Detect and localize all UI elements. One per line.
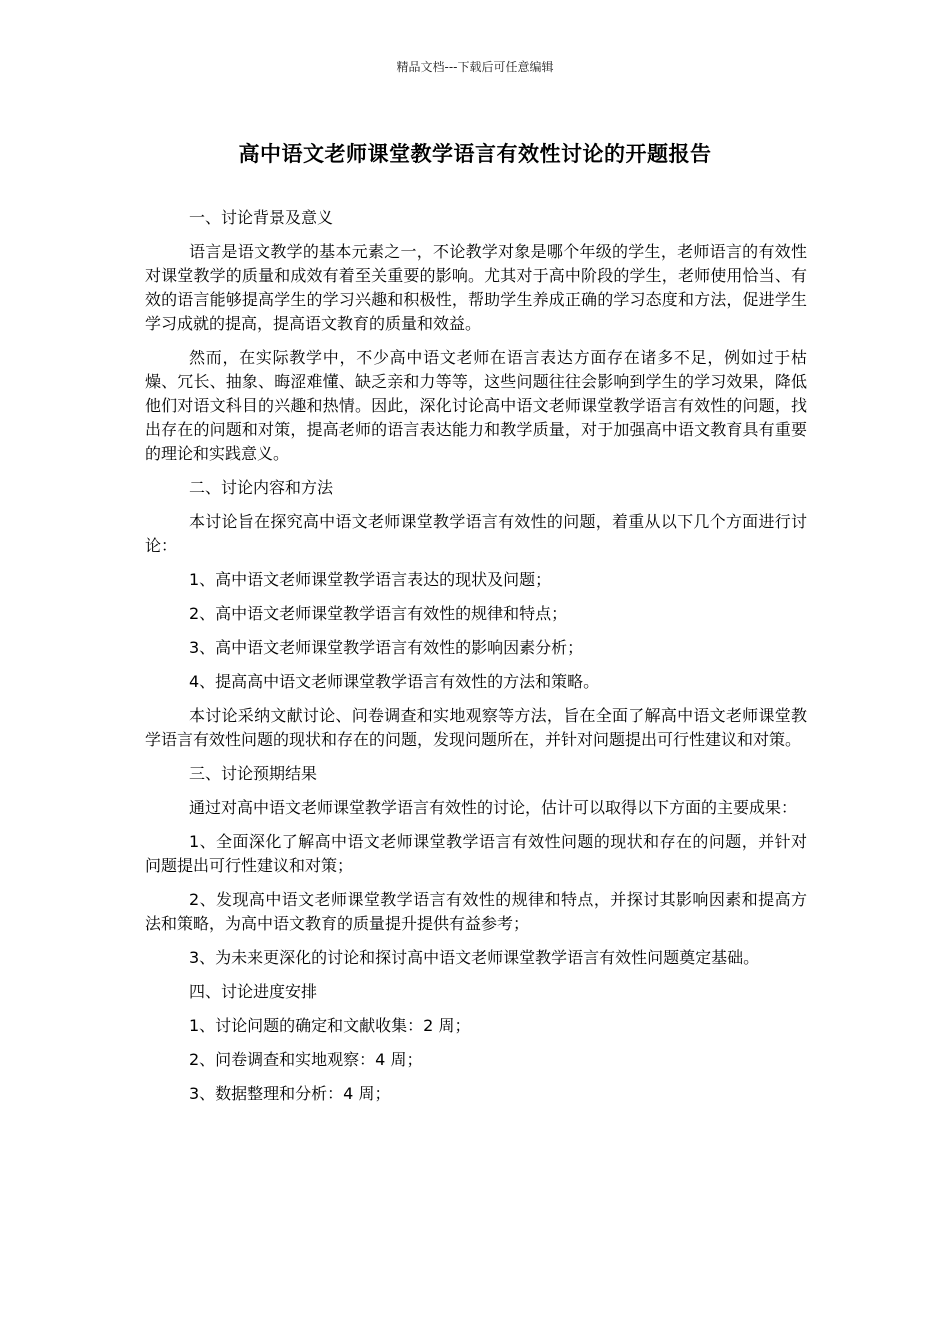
- list-item: 3、为未来更深化的讨论和探讨高中语文老师课堂教学语言有效性问题奠定基础。: [189, 948, 760, 967]
- section-4-heading: 四、讨论进度安排: [189, 982, 318, 1001]
- section-1-paragraph-1: 语言是语文教学的基本元素之一，不论教学对象是哪个年级的学生，老师语言的有效性对课堂教学的质量和成效有着至关重要的影响。尤其对于高中阶段的学生，老师使用恰当、有效的语言能够提高学生的学习兴趣和积极性，帮助学生养成正确的学习态度和方法，促进学生学习成就的提高，提高语文教育的质量和效益。: [145, 242, 807, 333]
- list-item: 2、发现高中语文老师课堂教学语言有效性的规律和特点，并探讨其影响因素和提高方法和策略，为高中语文教育的质量提升提供有益参考；: [145, 890, 807, 933]
- section-3-paragraph-1: 通过对高中语文老师课堂教学语言有效性的讨论，估计可以取得以下方面的主要成果：: [189, 798, 798, 817]
- list-item: 2、高中语文老师课堂教学语言有效性的规律和特点；: [189, 604, 568, 623]
- list-item: 4、提高高中语文老师课堂教学语言有效性的方法和策略。: [189, 672, 600, 691]
- header-note: 精品文档---下载后可任意编辑: [396, 60, 554, 74]
- list-item: 2、问卷调查和实地观察：4 周；: [189, 1050, 423, 1069]
- list-item: 1、全面深化了解高中语文老师课堂教学语言有效性问题的现状和存在的问题，并针对问题提出可行性建议和对策；: [145, 832, 807, 875]
- section-3-heading: 三、讨论预期结果: [189, 764, 318, 783]
- list-item: 3、数据整理和分析：4 周；: [189, 1084, 391, 1103]
- section-1-paragraph-2: 然而，在实际教学中，不少高中语文老师在语言表达方面存在诸多不足，例如过于枯燥、冗长、抽象、晦涩难懂、缺乏亲和力等等，这些问题往往会影响到学生的学习效果，降低他们对语文科目的兴趣和热情。因此，深化讨论高中语文老师课堂教学语言有效性的问题，找出存在的问题和对策，提高老师的语言表达能力和教学质量，对于加强高中语文教育具有重要的理论和实践意义。: [145, 348, 807, 463]
- document-body: [145, 206, 807, 1116]
- section-2-paragraph-2: 本讨论采纳文献讨论、问卷调查和实地观察等方法，旨在全面了解高中语文老师课堂教学语言有效性问题的现状和存在的问题，发现问题所在，并针对问题提出可行性建议和对策。: [145, 706, 807, 749]
- section-1-heading: 一、讨论背景及意义: [189, 208, 334, 227]
- section-2-heading: 二、讨论内容和方法: [189, 478, 334, 497]
- section-2-paragraph-1: 本讨论旨在探究高中语文老师课堂教学语言有效性的问题，着重从以下几个方面进行讨论：: [145, 512, 807, 555]
- document-title: 高中语文老师课堂教学语言有效性讨论的开题报告: [238, 142, 712, 166]
- list-item: 3、高中语文老师课堂教学语言有效性的影响因素分析；: [189, 638, 584, 657]
- list-item: 1、讨论问题的确定和文献收集：2 周；: [189, 1016, 471, 1035]
- list-item: 1、高中语文老师课堂教学语言表达的现状及问题；: [189, 570, 552, 589]
